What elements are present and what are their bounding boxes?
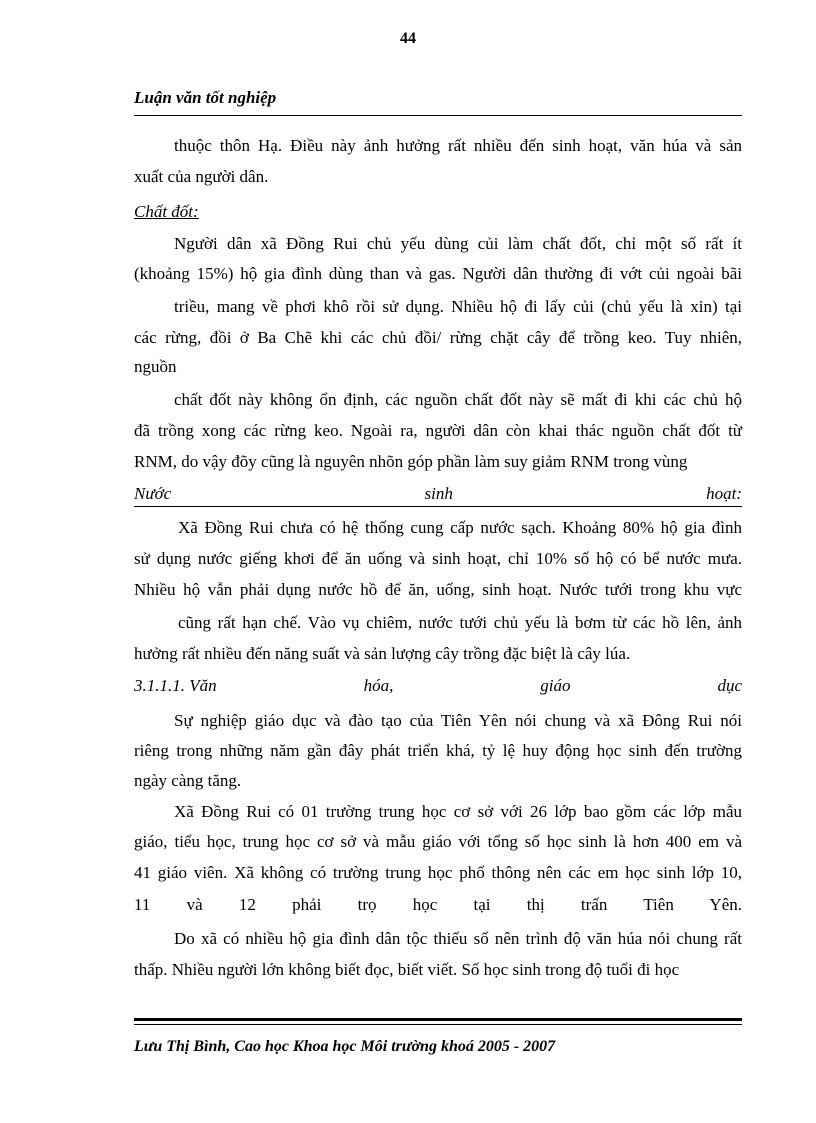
section-heading-education xyxy=(134,676,742,696)
heading-word: dục xyxy=(717,676,742,695)
paragraph-line: nguồn xyxy=(134,357,177,376)
paragraph-line: cũng rất hạn chế. Vào vụ chiêm, nước tưới chủ yếu là bơm từ các hồ lên, ảnh xyxy=(178,613,742,632)
paragraph-line: hưởng rất nhiều đến năng suất và sản lượng cây trồng đặc biệt là cây lúa. xyxy=(134,644,631,663)
paragraph-line: xuất của người dân. xyxy=(134,167,269,186)
paragraph-line: Xã Đồng Rui chưa có hệ thống cung cấp nước sạch. Khoảng 80% hộ gia đình xyxy=(178,518,742,537)
paragraph-line: chất đốt này không ổn định, các nguồn chất đốt này sẽ mất đi khi các chủ hộ xyxy=(174,390,742,409)
paragraph-line: Do xã có nhiều hộ gia đình dân tộc thiểu số nên trình độ văn húa nói chung rất xyxy=(174,929,742,948)
heading-word: Nước xyxy=(134,484,172,503)
paragraph-line: Người dân xã Đồng Rui chủ yếu dùng củi làm chất đốt, chỉ một số rất ít xyxy=(174,234,742,253)
heading-word: giáo xyxy=(540,676,571,695)
paragraph-line: RNM, do vậy đõy cũng là nguyên nhõn góp phần làm suy giảm RNM trong vùng xyxy=(134,452,688,471)
paragraph-line: các rừng, đồi ở Ba Chẽ khi các chủ đồi/ rừng chặt cây để trồng keo. Tuy nhiên, xyxy=(134,328,742,347)
paragraph-line: triều, mang về phơi khô rồi sử dụng. Nhiều hộ đi lấy củi (chủ yếu là xin) tại xyxy=(174,297,742,316)
footer-divider-thin xyxy=(134,1024,742,1025)
heading-word: hóa, xyxy=(363,676,394,695)
heading-word: sinh xyxy=(424,484,453,503)
footer-divider-thick xyxy=(134,1018,742,1021)
heading-word: hoạt: xyxy=(706,484,742,503)
paragraph-line: ngày càng tăng. xyxy=(134,771,242,790)
paragraph-line: Nhiều hộ vẫn phải dụng nước hồ để ăn, uống, sinh hoạt. Nước tưới trong khu vực xyxy=(134,580,742,599)
paragraph-line: sử dụng nước giếng khơi để ăn uống và sinh hoạt, chỉ 10% số hộ có bể nước mưa. xyxy=(134,549,742,568)
heading-word: 3.1.1.1. Văn xyxy=(134,676,217,695)
page-number: 44 xyxy=(400,30,416,47)
header-divider xyxy=(134,115,742,116)
paragraph-line: thuộc thôn Hạ. Điều này ảnh hưởng rất nhiều đến sinh hoạt, văn húa và sản xyxy=(174,136,742,155)
paragraph-line: riêng trong những năm gần đây phát triển khá, tỷ lệ huy động học sinh đến trường xyxy=(134,741,742,760)
section-heading-fuel: Chất đốt: xyxy=(134,202,199,221)
header-title: Luận văn tốt nghiệp xyxy=(134,88,277,107)
paragraph-line: (khoảng 15%) hộ gia đình dùng than và gas. Người dân thường đi vớt củi ngoài bãi xyxy=(134,264,742,283)
paragraph-line: Xã Đồng Rui có 01 trường trung học cơ sở với 26 lớp bao gồm các lớp mẫu xyxy=(174,802,742,821)
paragraph-line: Sự nghiệp giáo dục và đào tạo của Tiên Yên nói chung và xã Đông Rui nói xyxy=(174,711,742,730)
paragraph-line: 41 giáo viên. Xã không có trường trung học phổ thông nên các em học sinh lớp 10, xyxy=(134,863,742,882)
paragraph-line: giáo, tiểu học, trung học cơ sở và mẫu giáo với tổng số học sinh là hơn 400 em và xyxy=(134,832,742,851)
paragraph-line: 11 và 12 phải trọ học tại thị trấn Tiên Yên. xyxy=(134,895,742,914)
paragraph-line: thấp. Nhiều người lớn không biết đọc, biết viết. Số học sinh trong độ tuổi đi học xyxy=(134,960,680,979)
paragraph-line: đã trồng xong các rừng keo. Ngoài ra, người dân còn khai thác nguồn chất đốt từ xyxy=(134,421,742,440)
section-heading-water xyxy=(134,484,742,507)
footer-author: Lưu Thị Bình, Cao học Khoa học Môi trường khoá 2005 - 2007 xyxy=(134,1038,556,1055)
